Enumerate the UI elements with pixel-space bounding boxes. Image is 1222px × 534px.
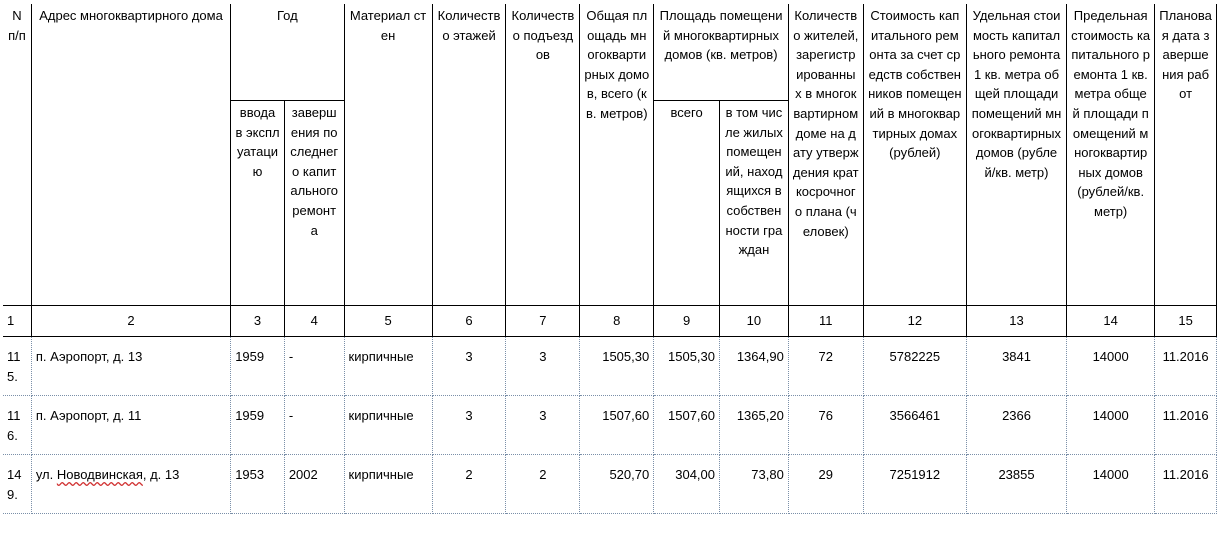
row-cost: 7251912 [863, 455, 966, 514]
row-unit-cost: 23855 [966, 455, 1066, 514]
row-premises-total: 1507,60 [654, 396, 720, 455]
column-number: 15 [1155, 306, 1217, 337]
row-premises-residential: 73,80 [720, 455, 789, 514]
row-number: 115. [3, 337, 31, 396]
table-row [3, 337, 1217, 396]
column-number: 12 [863, 306, 966, 337]
row-floors: 3 [432, 337, 506, 396]
column-number: 8 [580, 306, 654, 337]
row-total-area: 1507,60 [580, 396, 654, 455]
column-number: 14 [1067, 306, 1155, 337]
column-number: 11 [788, 306, 863, 337]
row-year-last-repair: - [284, 396, 344, 455]
row-unit-cost: 3841 [966, 337, 1066, 396]
row-material: кирпичные [344, 396, 432, 455]
header-floors: Количество этажей [432, 4, 506, 306]
row-entrances: 2 [506, 455, 580, 514]
header-n: N п/п [3, 4, 31, 306]
column-number: 7 [506, 306, 580, 337]
header-residents: Количество жителей, зарегистрированных в многоквартирном доме на дату утверждения краткосрочного плана (человек) [788, 4, 863, 306]
header-cost: Стоимость капитального ремонта за счет средств собственников помещений в многоквартирных домах (рублей) [863, 4, 966, 306]
row-max-cost: 14000 [1067, 455, 1155, 514]
row-total-area: 1505,30 [580, 337, 654, 396]
header-planned-date: Плановая дата завершения работ [1155, 4, 1217, 306]
column-number: 6 [432, 306, 506, 337]
column-number-row [3, 306, 1217, 337]
header-year-last-repair: завершения последнего капитального ремонта [284, 101, 344, 306]
row-number: 149. [3, 455, 31, 514]
row-premises-residential: 1364,90 [720, 337, 789, 396]
table-row [3, 396, 1217, 455]
header-row-top [3, 4, 1217, 101]
row-number: 116. [3, 396, 31, 455]
address-suffix: , д. 13 [142, 467, 180, 482]
row-entrances: 3 [506, 337, 580, 396]
address-prefix: ул. [35, 467, 57, 482]
row-year-commission: 1959 [231, 396, 285, 455]
column-number: 9 [654, 306, 720, 337]
header-entrances: Количество подъездов [506, 4, 580, 306]
row-year-commission: 1953 [231, 455, 285, 514]
column-number: 4 [284, 306, 344, 337]
row-floors: 2 [432, 455, 506, 514]
column-number: 5 [344, 306, 432, 337]
row-cost: 3566461 [863, 396, 966, 455]
row-address [31, 455, 230, 514]
header-address: Адрес многоквартирного дома [31, 4, 230, 306]
row-address: п. Аэропорт, д. 11 [31, 396, 230, 455]
row-residents: 76 [788, 396, 863, 455]
table-row [3, 455, 1217, 514]
column-number: 3 [231, 306, 285, 337]
header-year-commission: ввода в эксплуатацию [231, 101, 285, 306]
row-max-cost: 14000 [1067, 337, 1155, 396]
row-entrances: 3 [506, 396, 580, 455]
address-street: Новодвинская [56, 467, 143, 482]
row-planned-date: 11.2016 [1155, 337, 1217, 396]
row-premises-total: 1505,30 [654, 337, 720, 396]
header-premises-residential: в том числе жилых помещений, находящихся в собственности граждан [720, 101, 789, 306]
header-total-area: Общая площадь многоквартирных домов, всего (кв. метров) [580, 4, 654, 306]
row-unit-cost: 2366 [966, 396, 1066, 455]
row-address: п. Аэропорт, д. 13 [31, 337, 230, 396]
column-number: 1 [3, 306, 31, 337]
row-material: кирпичные [344, 337, 432, 396]
row-max-cost: 14000 [1067, 396, 1155, 455]
row-planned-date: 11.2016 [1155, 396, 1217, 455]
column-number: 13 [966, 306, 1066, 337]
row-cost: 5782225 [863, 337, 966, 396]
row-floors: 3 [432, 396, 506, 455]
row-premises-residential: 1365,20 [720, 396, 789, 455]
header-material: Материал стен [344, 4, 432, 306]
column-number: 10 [720, 306, 789, 337]
row-premises-total: 304,00 [654, 455, 720, 514]
row-residents: 29 [788, 455, 863, 514]
row-material: кирпичные [344, 455, 432, 514]
row-residents: 72 [788, 337, 863, 396]
row-year-commission: 1959 [231, 337, 285, 396]
row-year-last-repair: - [284, 337, 344, 396]
row-total-area: 520,70 [580, 455, 654, 514]
header-premises-area: Площадь помещений многоквартирных домов (кв. метров) [654, 4, 789, 101]
header-max-cost: Предельная стоимость капитального ремонта 1 кв. метра общей площади помещений многоквартирных домов (рублей/кв. метр) [1067, 4, 1155, 306]
capital-repair-table [3, 4, 1217, 514]
header-year: Год [231, 4, 344, 101]
row-planned-date: 11.2016 [1155, 455, 1217, 514]
header-unit-cost: Удельная стоимость капитального ремонта 1 кв. метра общей площади помещений многоквартирных домов (рублей/кв. метр) [966, 4, 1066, 306]
column-number: 2 [31, 306, 230, 337]
row-year-last-repair: 2002 [284, 455, 344, 514]
header-premises-total: всего [654, 101, 720, 306]
